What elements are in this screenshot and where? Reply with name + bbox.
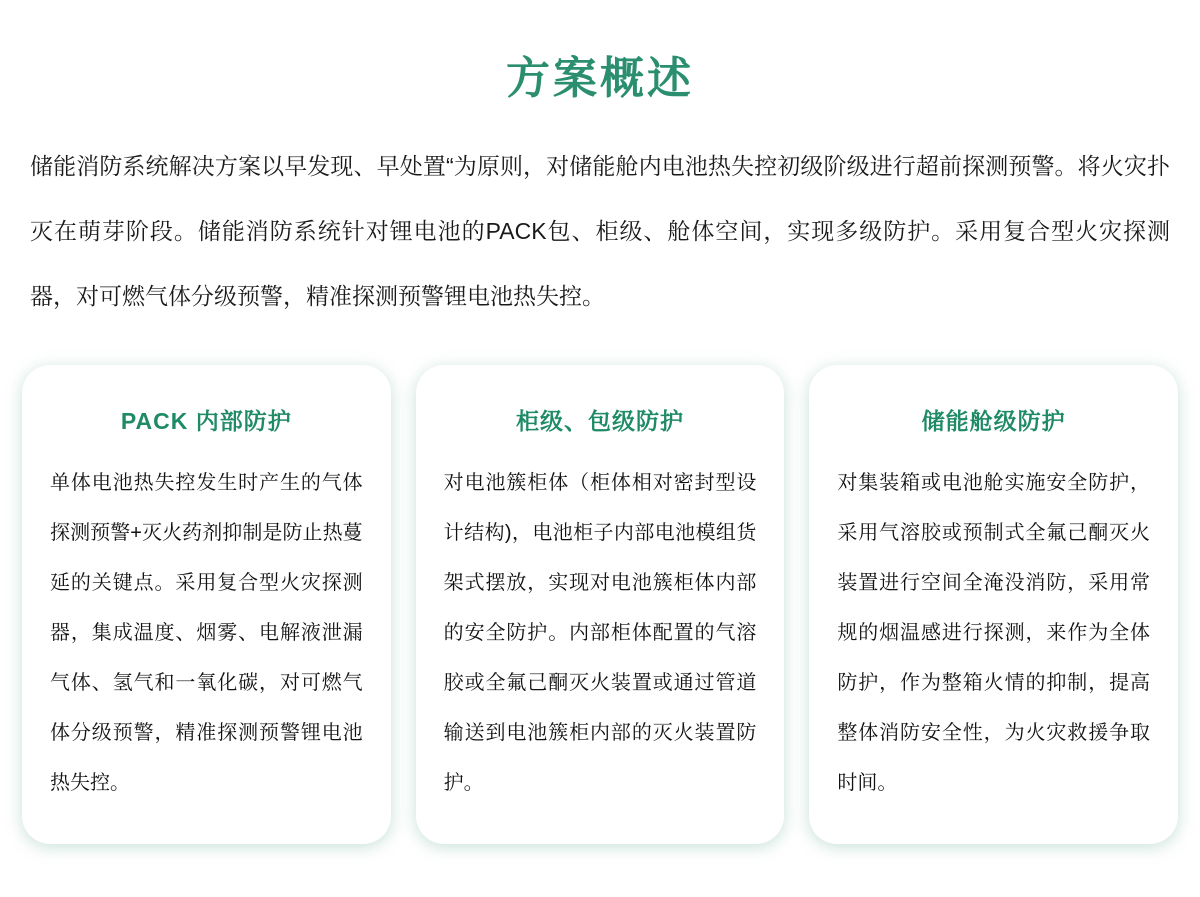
card-body: 对集装箱或电池舱实施安全防护，采用气溶胶或预制式全氟己酮灭火装置进行空间全淹没消防，采用常规的烟温感进行探测，来作为全体防护，作为整箱火情的抑制，提高整体消防安全性，为火灾救援争取时间。 <box>837 472 1151 794</box>
intro-paragraph: 储能消防系统解决方案以早发现、早处置“为原则，对储能舱内电池热失控初级阶级进行超前探测预警。将火灾扑灭在萌芽阶段。储能消防系统针对锂电池的PACK包、柜级、舱体空间，实现多级防护。采用复合型火灾探测器，对可燃气体分级预警，精准探测预警锂电池热失控。 <box>30 153 1170 309</box>
card-storage-cabin-level-protection <box>809 365 1178 844</box>
card-title: PACK 内部防护 <box>120 408 292 434</box>
card-cabinet-pack-level-protection <box>416 365 785 844</box>
card-body: 对电池簇柜体（柜体相对密封型设计结构)，电池柜子内部电池模组货架式摆放，实现对电池簇柜体内部的安全防护。内部柜体配置的气溶胶或全氟己酮灭火装置或通过管道输送到电池簇柜内部的灭火装置防护。 <box>443 472 757 794</box>
card-title: 柜级、包级防护 <box>516 408 684 434</box>
card-pack-internal-protection <box>22 365 391 844</box>
protection-cards-row <box>22 365 1178 844</box>
card-body: 单体电池热失控发生时产生的气体探测预警+灭火药剂抑制是防止热蔓延的关键点。采用复合型火灾探测器，集成温度、烟雾、电解液泄漏气体、氢气和一氧化碳，对可燃气体分级预警，精准探测预警锂电池热失控。 <box>50 472 363 794</box>
page-title: 方案概述 <box>506 54 694 103</box>
card-title: 储能舱级防护 <box>921 408 1066 434</box>
